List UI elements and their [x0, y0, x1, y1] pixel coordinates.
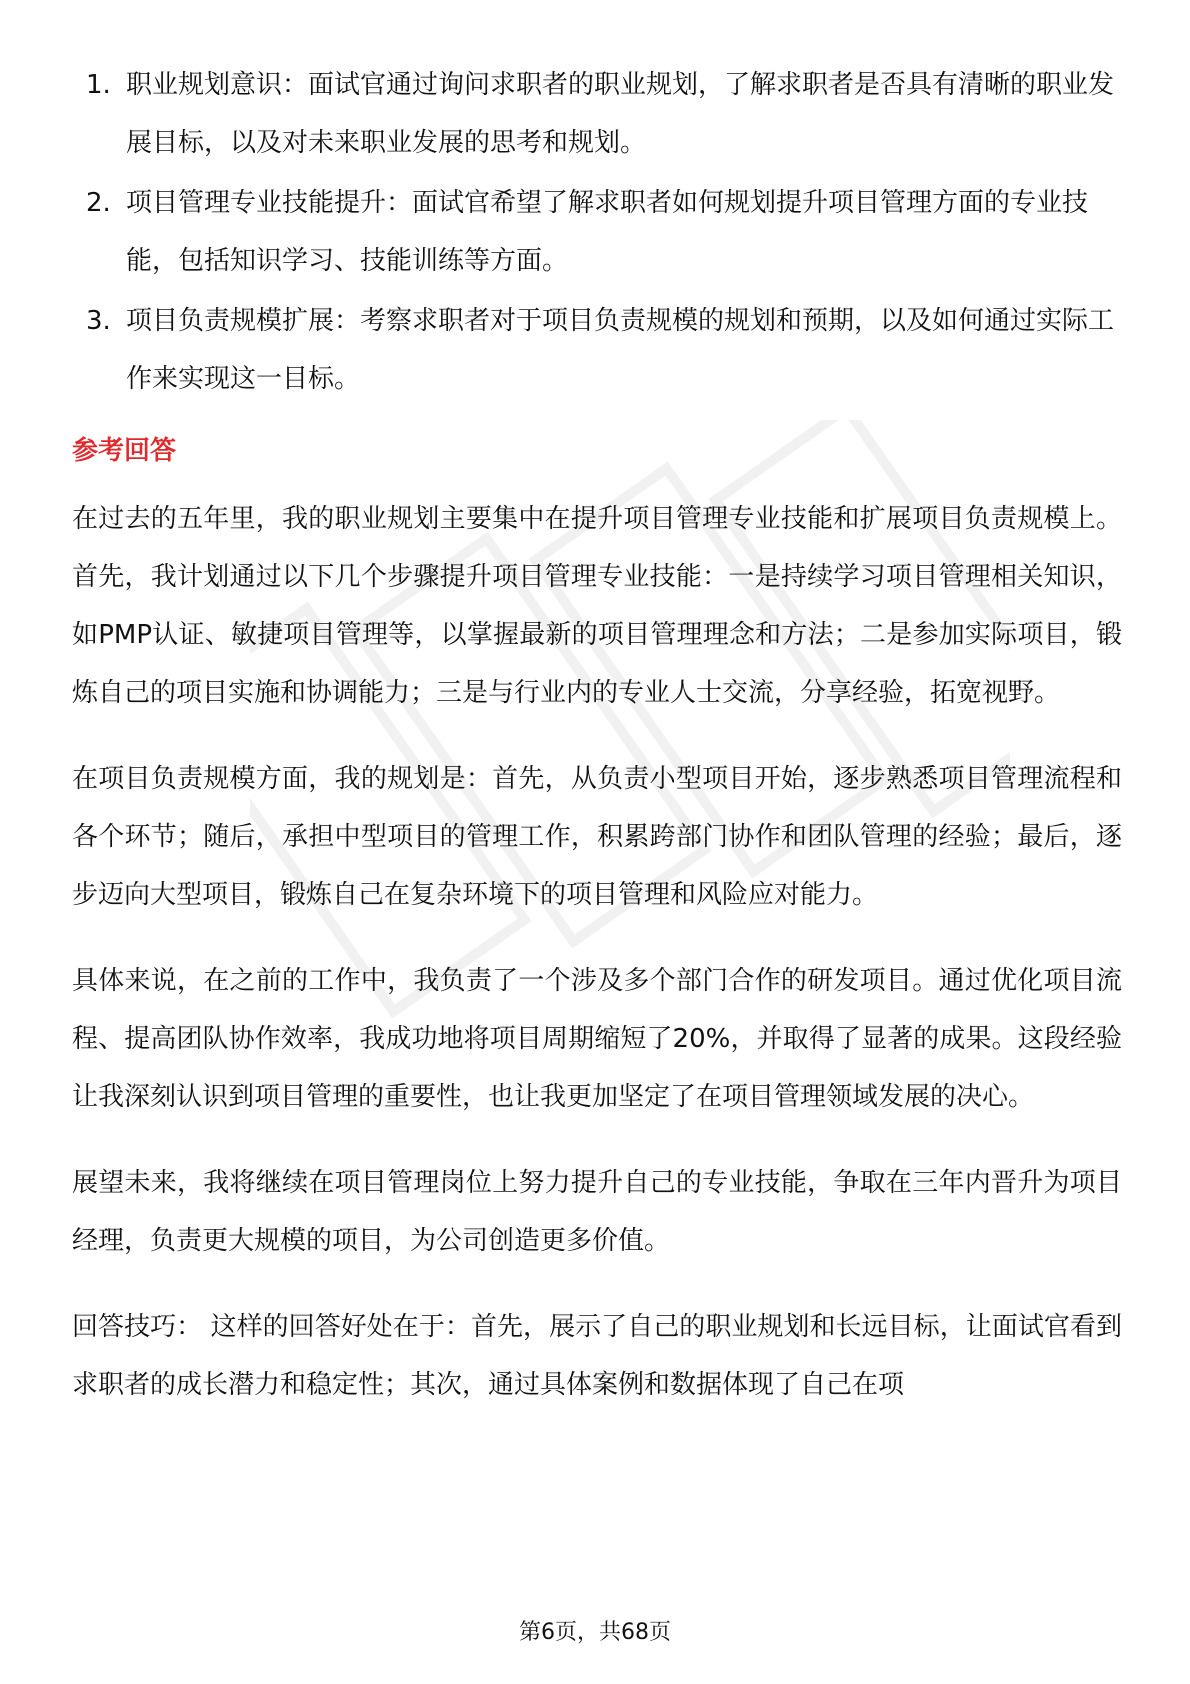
list-item-number: 1.: [86, 70, 111, 100]
paragraph: 在项目负责规模方面，我的规划是：首先，从负责小型项目开始，逐步熟悉项目管理流程和各个环节；随后，承担中型项目的管理工作，积累跨部门协作和团队管理的经验；最后，逐步迈向大型项目，锻炼自己在复杂环境下的项目管理和风险应对能力。: [72, 764, 1122, 910]
list-item: [72, 56, 1122, 172]
paragraph: 回答技巧： 这样的回答好处在于：首先，展示了自己的职业规划和长远目标，让面试官看到求职者的成长潜力和稳定性；其次，通过具体案例和数据体现了自己在项: [72, 1312, 1122, 1400]
points-list: [72, 56, 1122, 408]
section-title: 参考回答: [72, 436, 177, 466]
list-item-text: 项目负责规模扩展：考察求职者对于项目负责规模的规划和预期，以及如何通过实际工作来实现这一目标。: [126, 306, 1115, 394]
list-item-number: 3.: [86, 306, 111, 336]
paragraph: 具体来说，在之前的工作中，我负责了一个涉及多个部门合作的研发项目。通过优化项目流程、提高团队协作效率，我成功地将项目周期缩短了20%，并取得了显著的成果。这段经验让我深刻认识到项目管理的重要性，也让我更加坚定了在项目管理领域发展的决心。: [72, 966, 1122, 1112]
list-item: [72, 174, 1122, 290]
paragraph: 展望未来，我将继续在项目管理岗位上努力提升自己的专业技能，争取在三年内晋升为项目经理，负责更大规模的项目，为公司创造更多价值。: [72, 1168, 1122, 1256]
paragraph: 在过去的五年里，我的职业规划主要集中在提升项目管理专业技能和扩展项目负责规模上。首先，我计划通过以下几个步骤提升项目管理专业技能：一是持续学习项目管理相关知识，如PMP认证、敏捷项目管理等，以掌握最新的项目管理理念和方法；二是参加实际项目，锻炼自己的项目实施和协调能力；三是与行业内的专业人士交流，分享经验，拓宽视野。: [72, 504, 1122, 708]
page-number-footer: 第6页，共68页: [519, 1620, 671, 1645]
main-content: [72, 56, 1122, 1442]
list-item-text: 项目管理专业技能提升：面试官希望了解求职者如何规划提升项目管理方面的专业技能，包括知识学习、技能训练等方面。: [126, 188, 1089, 276]
list-item-number: 2.: [86, 188, 111, 218]
list-item: [72, 292, 1122, 408]
list-item-text: 职业规划意识：面试官通过询问求职者的职业规划，了解求职者是否具有清晰的职业发展目标，以及对未来职业发展的思考和规划。: [126, 70, 1115, 158]
